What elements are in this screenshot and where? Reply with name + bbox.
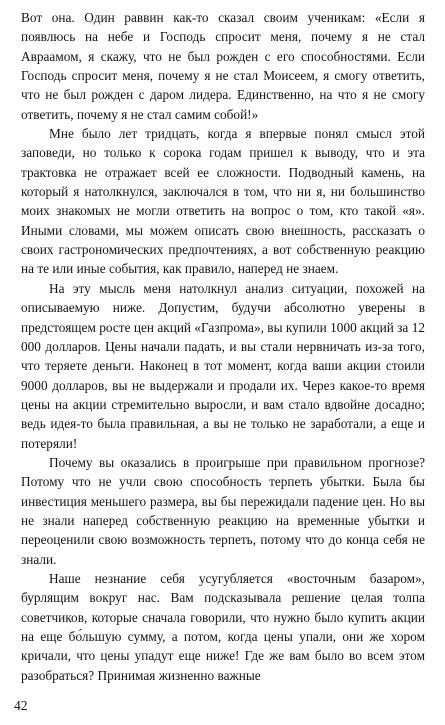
paragraph-1: Вот она. Один раввин как-то сказал своим ученикам: «Если я появлюсь на небе и Господь спросит меня, почему я не стал Авраамом, я скажу, что не был рожден с его способностями. Если Господь спросит меня, почему я не стал Моисеем, я смогу ответить, что не был рожден с даром лидера. Единственно, на что я не смогу ответить, почему я не стал самим собой!»: [21, 10, 425, 122]
body-text: [21, 8, 425, 685]
paragraph-2: Мне было лет тридцать, когда я впервые понял смысл этой заповеди, но только к сорока годам пришел к выводу, что и эта трактовка не отражает всей ее сложности. Подводный камень, на который я натолкнулся, заключался в том, что ни я, ни большинство моих знакомых не могли ответить на вопрос о том, кто такой «я». Иными словами, мы можем описать свою внешность, рассказать о своих гастрономических предпочтениях, а вот собственную реакцию на те или иные события, как правило, наперед не знаем.: [21, 126, 425, 277]
paragraph-5: Наше незнание себя усугубляется «восточным базаром», бурлящим вокруг нас. Вам подсказывала решение целая толпа советчиков, которые сначала говорили, что нужно было купить акции на еще бо́льшую сумму, а потом, когда цены упали, они же хором кричали, что цены упадут еще ниже! Где же вам было во всем этом разобраться? Принимая жизненно важные: [21, 570, 425, 683]
page-number: 42: [14, 698, 28, 713]
paragraph-3: На эту мысль меня натолкнул анализ ситуации, похожей на описываемую ниже. Допустим, будучи абсолютно уверены в предстоящем росте цен акций «Газпрома», вы купили 1000 акций за 12 000 долларов. Цены начали падать, и вы стали нервничать из-за того, что теряете деньги. Наконец в тот момент, когда ваши акции стоили 9000 долларов, вы не выдержали и продали их. Через какое-то время цены на акции стремительно выросли, и вам стало вдвойне досадно; ведь идея-то была правильная, а вы не только не заработали, а еще и потеряли!: [21, 280, 425, 451]
paragraph-4: Почему вы оказались в проигрыше при правильном прогнозе? Потому что не учли свою способность терпеть убытки. Была бы инвестиция меньшего размера, вы бы пережидали падение цен. Но вы не знали наперед собственную реакцию на временные убытки и переоценили свою возможность терпеть, потому что до конца себя не знали.: [21, 454, 425, 567]
